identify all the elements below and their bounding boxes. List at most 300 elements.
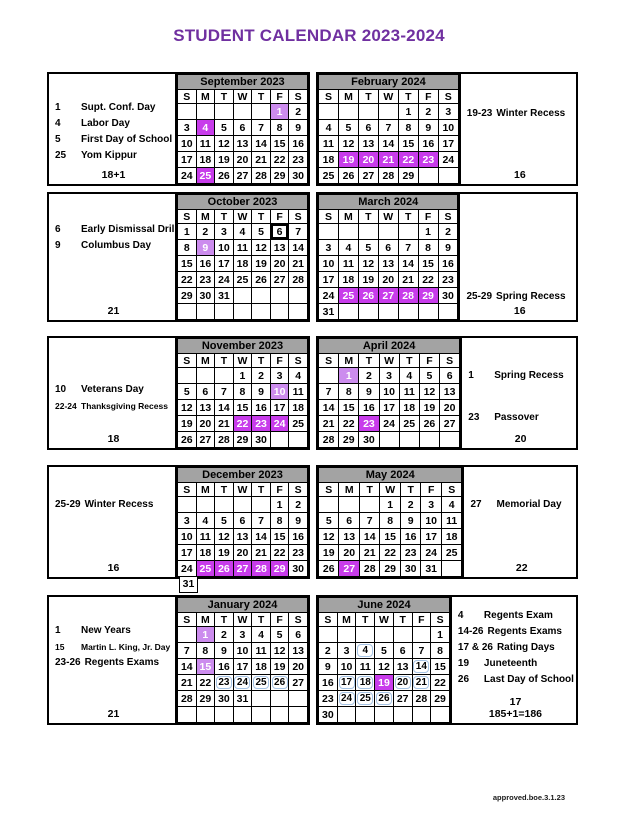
overflow-week-row [179,577,198,593]
day-cell: 24 [379,416,399,432]
day-cell: 20 [270,256,289,272]
empty-cell [196,368,215,384]
day-cell: 9 [196,240,215,256]
weekday-letter: S [289,613,308,627]
instruction-days-count: 20 [514,433,527,445]
day-cell: 17 [215,256,234,272]
approval-footnote: approved.boe.3.1.23 [492,793,565,802]
day-cell: 7 [412,643,431,659]
note-dates: 19 [457,658,470,669]
empty-cell [438,304,458,320]
weekday-letter: F [412,613,431,627]
day-cell: 6 [270,224,289,240]
day-cell [412,675,431,691]
month-header-row [178,75,308,90]
day-cell: 22 [196,675,215,691]
day-cell: 14 [252,529,271,545]
day-cell: 14 [215,400,234,416]
month-feb [316,72,578,186]
day-cell: 26 [178,432,197,448]
day-cell: 4 [289,368,308,384]
day-cell: 17 [421,529,441,545]
note-dates: 22-24 [55,401,77,411]
day-cell: 11 [233,240,252,256]
day-cell: 8 [339,384,359,400]
day-cell: 25 [338,288,358,304]
weekday-letter: S [438,210,458,224]
weekday-letter: T [358,90,378,104]
weekday-letter: T [359,483,379,497]
empty-cell [289,707,308,723]
day-cell: 27 [289,675,308,691]
week-row [178,384,308,400]
weekday-letter: T [358,210,378,224]
instruction-days-count: 16 [107,562,120,574]
empty-cell [196,104,215,120]
exam-day-marker: 4 [357,644,373,657]
empty-cell [339,497,359,513]
day-cell: 13 [289,643,308,659]
empty-cell [178,497,197,513]
empty-cell [178,104,197,120]
day-cell [270,675,289,691]
exam-day-marker: 24 [234,676,250,689]
day-cell: 25 [196,561,215,577]
empty-cell [252,104,271,120]
empty-cell [233,288,252,304]
day-cell: 17 [233,659,252,675]
day-cell: 22 [270,545,289,561]
day-cell: 12 [375,659,394,675]
exam-day-marker: 25 [357,692,373,705]
week-row [178,432,308,448]
day-cell: 27 [378,288,398,304]
note-line [458,624,573,640]
month-notes-jun [450,597,576,723]
day-cell: 19 [215,152,234,168]
day-cell [356,643,375,659]
day-cell: 3 [379,368,399,384]
day-cell: 10 [215,240,234,256]
weekday-letter: T [252,90,271,104]
note-line [470,497,573,513]
empty-cell [358,224,378,240]
empty-cell [338,104,358,120]
weekday-letter: F [419,354,439,368]
week-row [319,136,459,152]
day-cell: 20 [378,272,398,288]
week-row [178,304,308,320]
instruction-days-count: 17 [509,696,522,708]
day-cell: 21 [252,545,271,561]
instruction-days-count: 18 [107,433,120,445]
day-cell: 28 [289,272,308,288]
weekday-letter: W [380,483,400,497]
day-cell: 2 [359,368,379,384]
week-row [319,529,462,545]
day-cell: 19 [215,545,234,561]
exam-day-marker: 26 [376,692,392,705]
weekday-letter: T [215,613,234,627]
day-cell: 31 [233,691,252,707]
page-title: STUDENT CALENDAR 2023-2024 [173,26,445,45]
day-cell: 22 [233,416,252,432]
day-cell: 4 [441,497,462,513]
weekday-header-row [178,483,308,497]
empty-cell [270,432,289,448]
weekday-letter: M [196,354,215,368]
instruction-days-count: 22 [515,562,528,574]
week-row [178,675,308,691]
empty-cell [233,497,252,513]
day-cell: 2 [418,104,438,120]
day-cell: 30 [359,432,379,448]
day-cell: 21 [252,152,271,168]
week-row [319,691,450,707]
day-cell: 3 [178,120,197,136]
day-cell: 11 [338,256,358,272]
day-cell: 15 [196,659,215,675]
month-notes-list [55,623,172,671]
day-cell: 21 [178,675,197,691]
empty-cell [319,104,339,120]
note-line [55,222,178,238]
day-cell: 9 [400,513,420,529]
month-header-row [178,598,308,613]
day-cell [337,675,356,691]
day-cell: 13 [378,256,398,272]
calendar-row [47,72,578,186]
day-cell: 4 [196,120,215,136]
month-title: November 2023 [178,339,308,354]
month-title: February 2024 [319,75,459,90]
day-cell: 19 [178,416,197,432]
day-cell: 4 [196,513,215,529]
week-row [178,643,308,659]
empty-cell [196,707,215,723]
day-cell: 18 [233,256,252,272]
day-cell: 2 [438,224,458,240]
day-cell: 26 [338,168,358,184]
day-cell: 30 [252,432,271,448]
weekday-header-row [178,90,308,104]
day-cell: 2 [196,224,215,240]
month-table-sep [177,74,308,184]
week-row [319,513,462,529]
day-cell: 31 [421,561,441,577]
note-line [55,148,172,164]
day-cell: 28 [378,168,398,184]
month-title: May 2024 [319,468,462,483]
empty-cell [438,168,458,184]
week-row [178,136,308,152]
day-cell: 29 [196,691,215,707]
day-cell: 12 [178,400,197,416]
weekday-letter: S [289,210,308,224]
weekday-letter: S [289,90,308,104]
empty-cell [252,497,271,513]
day-cell: 15 [339,400,359,416]
day-cell: 15 [233,400,252,416]
empty-cell [319,497,339,513]
weekday-letter: W [378,90,398,104]
day-cell: 17 [379,400,399,416]
note-dates: 25-29 [466,291,493,302]
day-cell: 14 [252,136,271,152]
empty-cell [412,707,431,723]
day-cell: 28 [252,168,271,184]
empty-cell [215,497,234,513]
day-cell: 16 [289,136,308,152]
day-cell: 7 [378,120,398,136]
day-cell: 3 [438,104,458,120]
week-row [319,400,460,416]
weekday-letter: S [319,354,339,368]
weekday-letter: S [178,483,197,497]
day-cell: 29 [270,168,289,184]
exam-day-marker: 23 [216,676,232,689]
day-cell: 26 [252,272,271,288]
month-apr [316,336,578,450]
weekday-letter: T [399,354,419,368]
day-cell: 21 [319,416,339,432]
day-cell: 24 [270,416,289,432]
note-label: Early Dismissal Drill [81,224,178,235]
empty-cell [378,224,398,240]
day-cell: 6 [378,240,398,256]
weekday-letter: M [338,90,358,104]
exam-day-marker: 24 [339,692,355,705]
day-cell: 12 [338,136,358,152]
weekday-letter: S [289,483,308,497]
day-cell: 16 [252,400,271,416]
note-line [468,410,573,426]
weekday-letter: F [270,90,289,104]
day-cell: 9 [289,120,308,136]
day-cell: 23 [359,416,379,432]
day-cell: 1 [339,368,359,384]
empty-cell [378,104,398,120]
month-title: April 2024 [319,339,460,354]
day-cell: 10 [270,384,289,400]
day-cell: 1 [178,224,197,240]
empty-cell [375,707,394,723]
day-cell: 27 [196,432,215,448]
week-row [319,288,458,304]
day-cell: 25 [233,272,252,288]
day-cell: 13 [440,384,460,400]
day-cell: 11 [252,643,271,659]
day-cell: 31 [179,577,198,593]
month-notes-apr [460,338,576,448]
empty-cell [319,368,339,384]
day-cell: 1 [270,104,289,120]
weekday-letter: T [215,90,234,104]
day-cell: 28 [398,288,418,304]
day-cell: 29 [431,691,450,707]
day-cell: 1 [233,368,252,384]
weekday-letter: S [441,483,462,497]
day-cell: 21 [289,256,308,272]
day-cell: 7 [398,240,418,256]
day-cell: 26 [419,416,439,432]
day-cell: 2 [215,627,234,643]
empty-cell [356,627,375,643]
day-cell: 12 [252,240,271,256]
empty-cell [398,224,418,240]
day-cell: 18 [289,400,308,416]
day-cell: 9 [438,240,458,256]
note-line [466,289,573,305]
week-row [178,152,308,168]
empty-cell [412,627,431,643]
month-notes-list [55,222,178,254]
day-cell: 6 [440,368,460,384]
weekday-letter: T [215,210,234,224]
day-cell: 3 [270,368,289,384]
day-cell: 16 [289,529,308,545]
day-cell: 19 [375,675,394,691]
day-cell: 9 [319,659,338,675]
day-cell: 6 [393,643,412,659]
weekday-header-row [319,613,450,627]
month-dec [47,465,310,590]
month-header-row [319,468,462,483]
calendar-row [47,336,578,450]
month-title: June 2024 [319,598,450,613]
day-cell: 8 [431,643,450,659]
note-dates: 15 [55,642,65,652]
day-cell: 2 [319,643,338,659]
day-cell: 3 [215,224,234,240]
weekday-letter: W [233,483,252,497]
weekday-letter: S [431,613,450,627]
month-jan [47,595,310,725]
week-row [319,120,459,136]
weekday-letter: F [270,354,289,368]
day-cell: 24 [319,288,339,304]
note-line [55,497,172,513]
exam-day-marker: 17 [339,676,355,689]
weekday-letter: M [339,354,359,368]
week-row [319,304,458,320]
year-total-days: 185+1=186 [488,708,543,720]
day-cell: 20 [196,416,215,432]
day-cell: 13 [358,136,378,152]
day-cell: 29 [233,432,252,448]
empty-cell [196,304,215,320]
weekday-letter: W [233,210,252,224]
day-cell: 17 [319,272,339,288]
month-table-jan [177,597,308,723]
day-cell: 8 [178,240,197,256]
weekday-header-row [319,354,460,368]
note-line [55,639,172,655]
empty-cell [215,104,234,120]
calendar-row [47,465,578,590]
empty-cell [252,288,271,304]
day-cell: 20 [289,659,308,675]
empty-cell [178,304,197,320]
note-line [55,116,172,132]
week-row [178,104,308,120]
note-dates: 23-26 [55,657,81,668]
note-dates: 26 [457,674,470,685]
calendar-row [47,192,578,322]
note-line [458,640,573,656]
calendar-grid [47,72,578,725]
week-row [319,707,450,723]
week-row [319,272,458,288]
week-row [319,416,460,432]
day-cell: 7 [252,120,271,136]
day-cell: 25 [196,168,215,184]
note-line [55,382,172,398]
empty-cell [270,691,289,707]
day-cell: 27 [358,168,378,184]
weekday-header-row [319,483,462,497]
day-cell: 25 [399,416,419,432]
day-cell: 7 [319,384,339,400]
week-row [319,675,450,691]
weekday-letter: S [438,90,458,104]
weekday-letter: T [398,210,418,224]
day-cell: 14 [178,659,197,675]
empty-cell [289,432,308,448]
week-row [178,288,308,304]
month-notes-list [55,100,172,164]
day-cell: 18 [399,400,419,416]
day-cell: 27 [233,561,252,577]
day-cell: 17 [270,400,289,416]
day-cell [356,675,375,691]
instruction-days-count: 16 [514,169,526,181]
week-row [178,416,308,432]
month-notes-list [468,368,573,426]
day-cell: 17 [178,152,197,168]
day-cell: 5 [375,643,394,659]
day-cell: 6 [339,513,359,529]
note-line [55,100,172,116]
empty-cell [178,707,197,723]
note-dates: 4 [457,610,464,621]
weekday-letter: T [356,613,375,627]
note-label: Veterans Day [81,384,144,395]
day-cell: 2 [289,497,308,513]
day-cell: 18 [196,545,215,561]
weekday-letter: F [270,483,289,497]
day-cell: 18 [319,152,339,168]
day-cell: 7 [289,224,308,240]
weekday-letter: T [393,613,412,627]
day-cell: 29 [270,561,289,577]
day-cell: 5 [215,120,234,136]
empty-cell [399,432,419,448]
day-cell: 19 [338,152,358,168]
month-notes-nov [49,338,177,448]
note-dates: 9 [55,240,61,251]
day-cell: 19 [252,256,271,272]
month-header-row [319,339,460,354]
week-row [319,627,450,643]
weekday-letter: W [378,210,398,224]
exam-day-marker: 21 [413,676,429,689]
empty-cell [440,432,460,448]
weekday-letter: T [400,483,420,497]
note-label: Spring Recess [494,370,564,381]
month-notes-mar [458,194,576,320]
weekday-letter: T [215,354,234,368]
